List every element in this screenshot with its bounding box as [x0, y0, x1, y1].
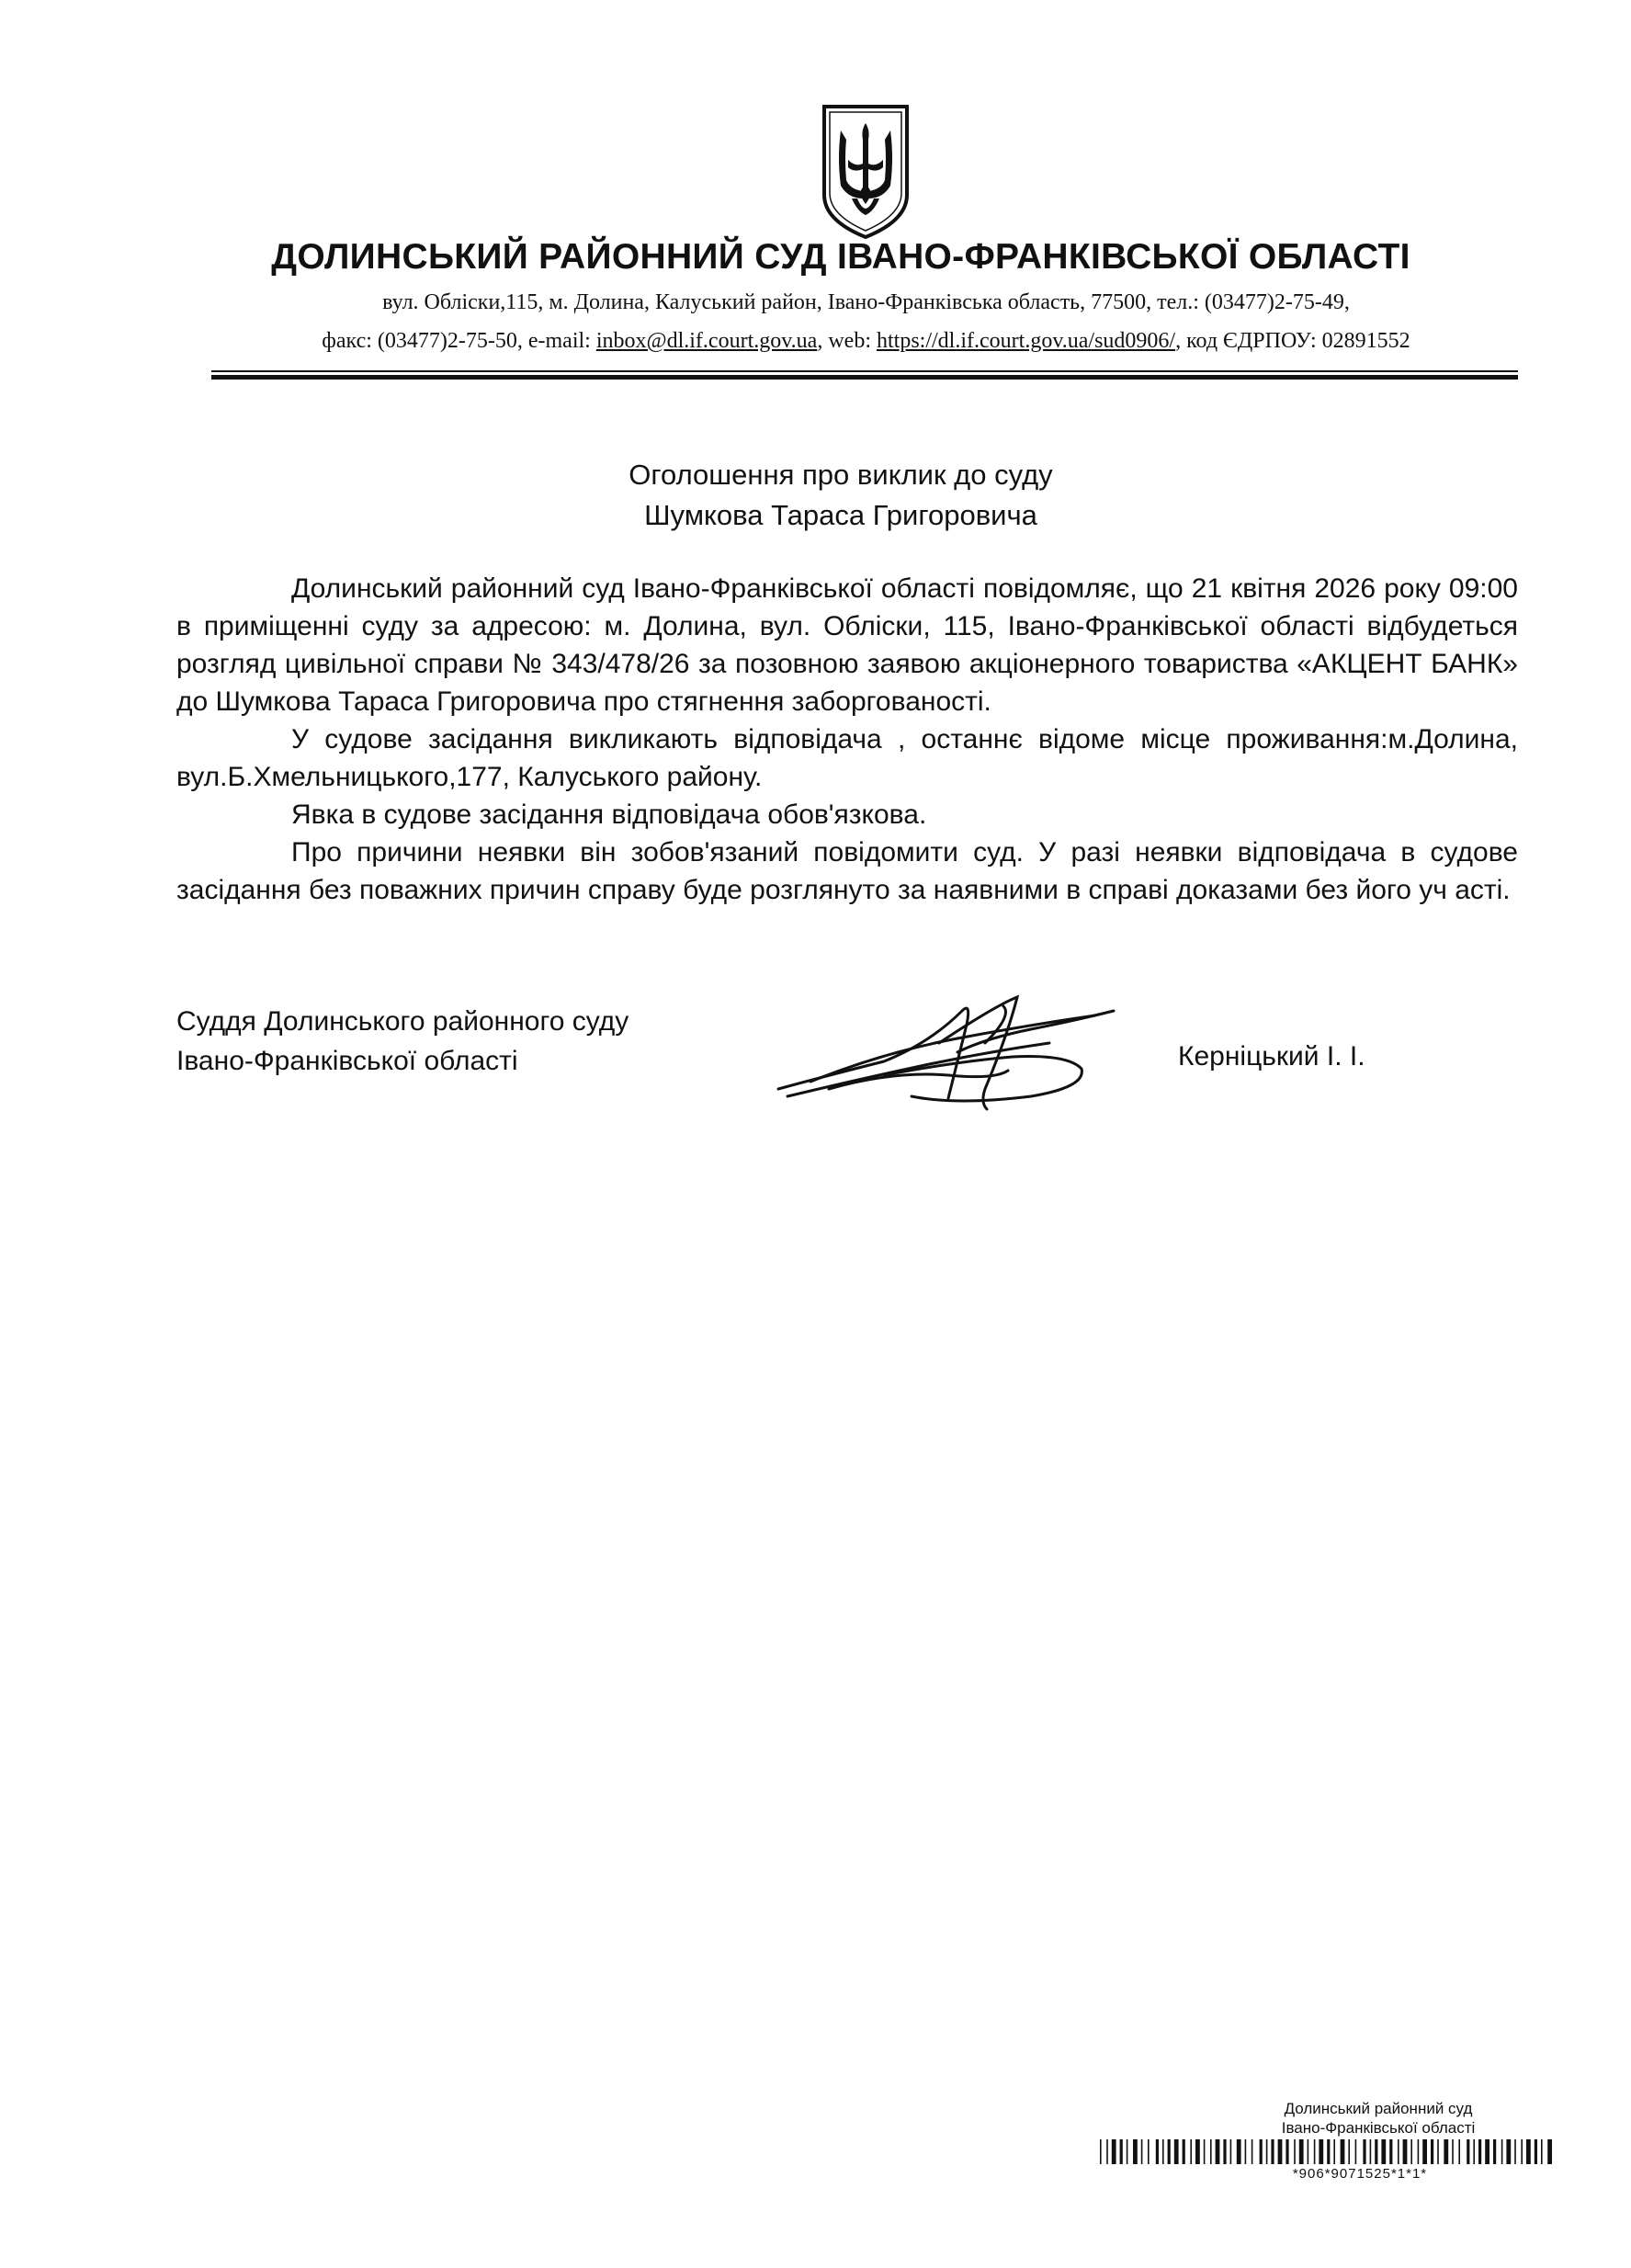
paragraph: Долинський районний суд Івано-Франківської області повідомляє, що 21 квітня 2026 року 09:00 в приміщенні суду за адресою: м. Долина, вул. Обліски, 115, Івано-Франківської області відбудеться розгляд цивільної справи № 343/478/26 за позовною заявою акціонерного товариства «АКЦЕНТ БАНК» до Шумкова Тараса Григоровича про стягнення заборгованості. — [176, 573, 1518, 717]
ukraine-trident-icon — [821, 103, 911, 241]
website-link[interactable]: https://dl.if.court.gov.ua/sud0906/ — [877, 329, 1176, 353]
header-divider-thin — [211, 370, 1518, 372]
email-link[interactable]: inbox@dl.if.court.gov.ua — [595, 329, 818, 353]
registration-stamp — [1098, 2100, 1557, 2201]
announcement-body — [176, 570, 1518, 909]
stamp-court-name: Долинський районний суд — [1284, 2100, 1473, 2117]
paragraph: Явка в судове засідання відповідача обов'язкова. — [291, 799, 927, 830]
judge-position — [176, 1002, 629, 1081]
judge-position-line2: Івано-Франківської області — [176, 1046, 518, 1076]
court-name: ДОЛИНСЬКИЙ РАЙОННИЙ СУД ІВАНО-ФРАНКІВСЬКОЇ ОБЛАСТІ — [271, 237, 1410, 277]
court-address: вул. Обліски,115, м. Долина, Калуський район, Івано-Франківська область, 77500, тел.: (03477)2-75-49, — [382, 290, 1350, 314]
stamp-region: Івано-Франківської області — [1281, 2119, 1476, 2137]
web-prefix: , web: — [817, 329, 877, 353]
paragraph: У судове засідання викликають відповідача , останнє відоме місце проживання:м.Долина, вул.Б.Хмельницького,177, Калуського району. — [176, 724, 1518, 792]
fax-text: факс: (03477)2-75-50, e-mail: — [322, 329, 596, 353]
announcement-title: Оголошення про виклик до суду — [629, 459, 1053, 491]
paragraph: Про причини неявки він зобов'язаний повідомити суд. У разі неявки відповідача в судове засідання без поважних причин справу буде розглянуто за наявними в справі доказами без його уч асті. — [176, 837, 1518, 905]
barcode-number: *906*9071525*1*1* — [1292, 2166, 1428, 2182]
judge-position-line1: Суддя Долинського районного суду — [176, 1006, 629, 1037]
barcode-icon — [1098, 2139, 1557, 2164]
handwritten-signature — [774, 988, 1127, 1117]
judge-name: Керніцький І. І. — [1178, 1041, 1365, 1072]
announcement-subject: Шумкова Тараса Григоровича — [644, 499, 1037, 531]
edrpou-code: , код ЄДРПОУ: 02891552 — [1175, 329, 1410, 353]
court-contacts — [0, 329, 1631, 354]
header-divider-thick — [211, 375, 1518, 380]
